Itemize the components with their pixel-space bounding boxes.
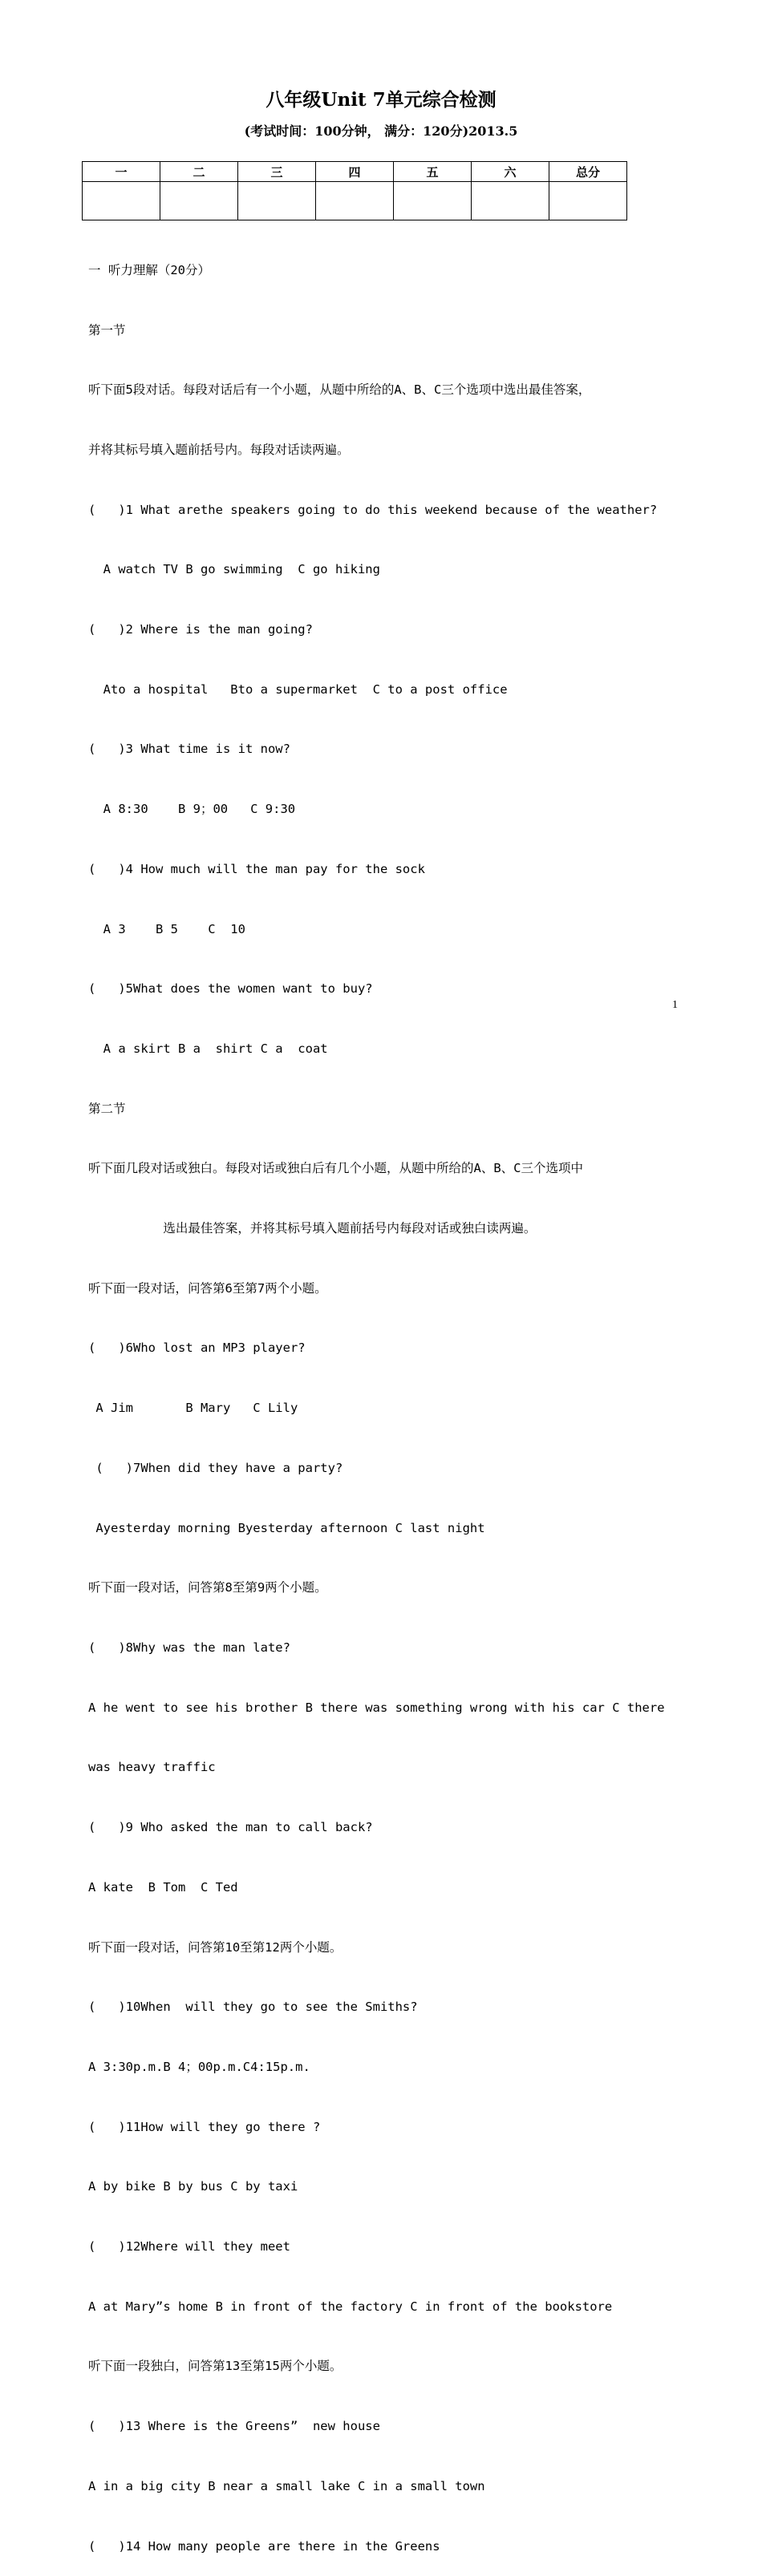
score-blank-cell	[394, 182, 472, 220]
score-table	[82, 161, 627, 220]
subsection-heading: 第二节	[88, 1101, 126, 1116]
exam-content	[88, 220, 698, 2576]
question-line: ( )3 What time is it now?	[88, 742, 290, 757]
question-line: ( )14 How many people are there in the Greens	[88, 2538, 440, 2554]
monologue-instruction: 听下面一段独白，问答第13至第15两个小题。	[88, 2359, 342, 2374]
score-header-cell: 一	[83, 162, 160, 182]
options-line: A he went to see his brother B there was something wrong with his car C there	[88, 1700, 665, 1715]
score-header-cell: 四	[316, 162, 394, 182]
question-line: ( )11How will they go there ?	[88, 2119, 321, 2134]
question-line: ( )2 Where is the man going?	[88, 622, 313, 637]
score-table-blank-row	[83, 182, 627, 220]
question-line: ( )8Why was the man late?	[88, 1640, 290, 1655]
options-line: Ayesterday morning Byesterday afternoon C last night	[88, 1520, 485, 1535]
options-line: A 8:30 B 9；00 C 9:30	[88, 802, 296, 817]
options-line: A 3 B 5 C 10	[88, 921, 245, 936]
instruction-text: 听下面几段对话或独白。每段对话或独白后有几个小题，从题中所给的A、B、C三个选项中	[88, 1161, 583, 1176]
options-line: A at Mary”s home B in front of the factory C in front of the bookstore	[88, 2299, 613, 2314]
options-line: A by bike B by bus C by taxi	[88, 2179, 298, 2194]
question-line: ( )1 What arethe speakers going to do this weekend because of the weather?	[88, 502, 658, 517]
score-blank-cell	[83, 182, 160, 220]
question-line: ( )9 Who asked the man to call back?	[88, 1820, 373, 1835]
options-line: A Jim B Mary C Lily	[88, 1401, 298, 1416]
question-line: ( )12Where will they meet	[88, 2239, 290, 2255]
score-header-cell: 总分	[549, 162, 627, 182]
instruction-text: 选出最佳答案，并将其标号填入题前括号内每段对话或独白读两遍。	[88, 1221, 537, 1236]
options-line: was heavy traffic	[88, 1760, 216, 1775]
options-line: Ato a hospital Bto a supermarket C to a post office	[88, 681, 508, 697]
question-line: ( )4 How much will the man pay for the sock	[88, 861, 425, 876]
question-line: ( )13 Where is the Greens” new house	[88, 2419, 380, 2434]
question-line: ( )5What does the women want to buy?	[88, 981, 373, 997]
score-blank-cell	[160, 182, 238, 220]
score-blank-cell	[549, 182, 627, 220]
options-line: A kate B Tom C Ted	[88, 1879, 238, 1895]
page-title: 八年级Unit 7单元综合检测	[265, 89, 497, 111]
instruction-text: 并将其标号填入题前括号内。每段对话读两遍。	[88, 442, 350, 457]
options-line: A a skirt B a shirt C a coat	[88, 1041, 328, 1056]
question-line: ( )10When will they go to see the Smiths?	[88, 2000, 418, 2015]
question-line: ( )7When did they have a party?	[88, 1460, 343, 1475]
dialogue-instruction: 听下面一段对话，问答第8至第9两个小题。	[88, 1580, 327, 1595]
score-header-cell: 六	[472, 162, 549, 182]
score-blank-cell	[316, 182, 394, 220]
score-blank-cell	[238, 182, 316, 220]
exam-info: (考试时间：100分钟， 满分：120分)2013.5	[244, 123, 518, 139]
page-number: 1	[672, 999, 678, 1011]
options-line: A watch TV B go swimming C go hiking	[88, 562, 380, 577]
instruction-text: 听下面5段对话。每段对话后有一个小题，从题中所给的A、B、C三个选项中选出最佳答案，	[88, 382, 591, 398]
score-header-cell: 五	[394, 162, 472, 182]
score-header-cell: 三	[238, 162, 316, 182]
score-blank-cell	[472, 182, 549, 220]
options-line: A in a big city B near a small lake C in a small town	[88, 2478, 485, 2493]
section-heading: 一 听力理解（20分）	[88, 262, 210, 277]
dialogue-instruction: 听下面一段对话，问答第10至第12两个小题。	[88, 1939, 342, 1955]
score-header-cell: 二	[160, 162, 238, 182]
options-line: A 3:30p.m.B 4；00p.m.C4:15p.m.	[88, 2059, 310, 2074]
question-line: ( )6Who lost an MP3 player?	[88, 1341, 306, 1356]
score-table-header-row	[83, 162, 627, 182]
subsection-heading: 第一节	[88, 322, 126, 338]
dialogue-instruction: 听下面一段对话，问答第6至第7两个小题。	[88, 1280, 327, 1296]
